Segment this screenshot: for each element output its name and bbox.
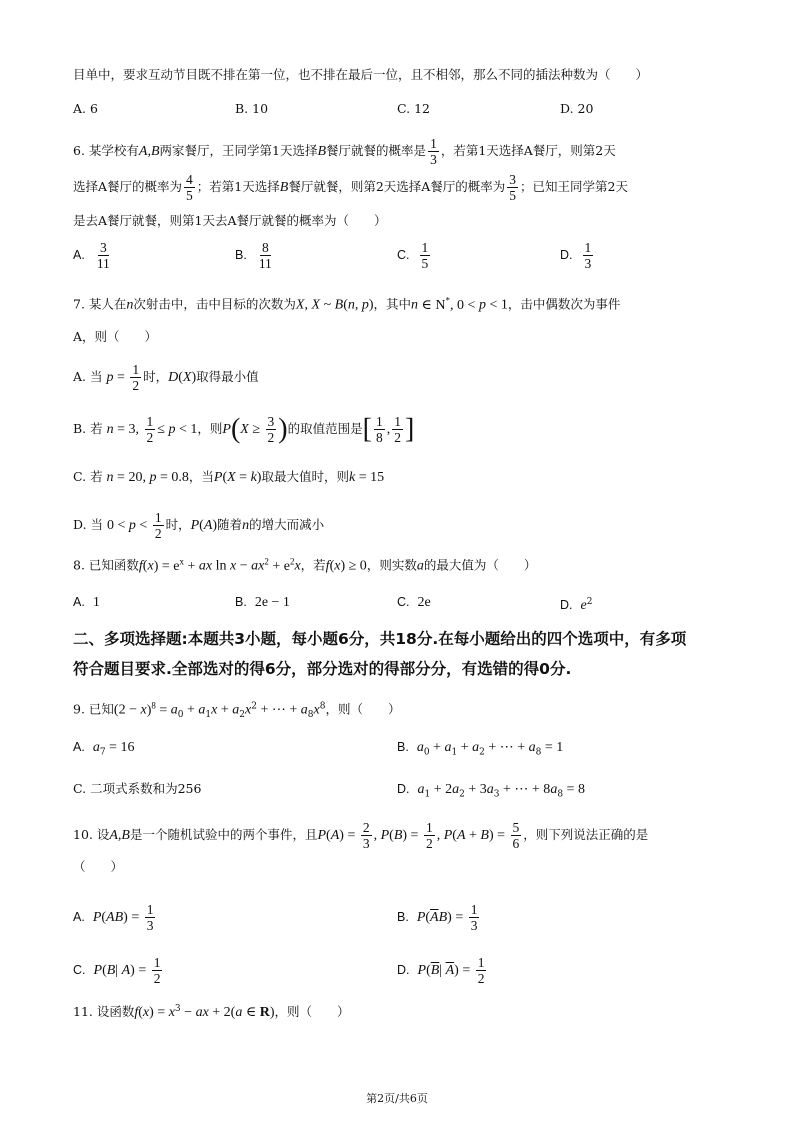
q6-option-d: D. $\frac{1}{3}$	[560, 240, 592, 271]
q7-option-b: B. 若 n = 3, $\frac{1}{2}$ ≤ p < 1，则P(X ≥ $\frac{3}{2}$ )的取值范围是[ $\frac{1}{8}$ , $\frac{1}{2}$ ]	[73, 413, 415, 445]
q6-line-3: 是去A餐厅就餐，则第1天去A餐厅就餐的概率为（ ）	[73, 213, 387, 228]
q5-option-a: A. 6	[73, 101, 98, 116]
q5-stem-tail: 目单中，要求互动节目既不排在第一位，也不排在最后一位，且不相邻，那么不同的插法种数为（ ）	[73, 67, 649, 82]
q6-line-1: 6. 某学校有A,B两家餐厅，王同学第1天选择B餐厅就餐的概率是 $\frac{1}{3}$ ，若第1天选择A餐厅，则第2天	[73, 136, 616, 167]
q9-option-a: A. $a_7 = 16$	[73, 740, 135, 758]
q10-option-a: A. P(AB) = $\frac{1}{3}$	[73, 902, 154, 933]
q8-option-d: D. $e^2$	[560, 597, 593, 614]
q9-option-b: B. $a_0 + a_1 + a_2$ + ⋯ + $a_8 = 1$	[397, 740, 564, 758]
q9-stem: 9. 已知$(2 - x)^8 = a_0 + a_1x + a_2x^2$ + ⋯ + $a_8x^8$，则（ ）	[73, 700, 401, 721]
q7-option-a: A. 当 p = $\frac{1}{2}$ 时，D(X)取得最小值	[73, 362, 259, 393]
q11-stem: 11. 设函数$f(x) = x^3$ − ax + 2(a ∈ R)，则（ ）	[73, 1004, 350, 1021]
q8-option-c: C. 2e	[397, 595, 431, 610]
section-2-heading-line-1: 二、多项选择题:本题共3小题，每小题6分，共18分.在每小题给出的四个选项中，有多项	[73, 630, 687, 648]
q6-option-c: C. $\frac{1}{5}$	[397, 240, 429, 271]
q7-option-c: C. 若 n = 20, p = 0.8，当P(X = k)取最大值时，则k = 15	[73, 469, 385, 485]
q10-stem-bracket: （ ）	[73, 859, 124, 874]
q7-line-1: 7. 某人在n次射击中，击中目标的次数为X, X ~ B(n, p)，其中n ∈ N*, 0 < p < 1，击中偶数次为事件	[73, 295, 621, 313]
q6-line-2: 选择A餐厅的概率为 $\frac{4}{5}$ ；若第1天选择B餐厅就餐，则第2天选择A餐厅的概率为 $\frac{3}{5}$ ；已知王同学第2天	[73, 172, 629, 203]
q10-option-d: D. $P(\overline{B}|$ $\overline{A}$) = $\frac{1}{2}$	[397, 955, 485, 986]
q8-stem: 8. 已知函数$f(x) = e^x$ + ax $\ln x - ax^2 + e^2x$，若f(x) ≥ 0，则实数a的最大值为（ ）	[73, 556, 537, 574]
q10-stem: 10. 设A,B是一个随机试验中的两个事件，且P(A) = $\frac{2}{3}$ , P(B) = $\frac{1}{2}$ , P(A + B) = $\frac{5}{6}$ ，则下列说法正确的是	[73, 820, 649, 851]
q8-option-b: B. 2e − 1	[235, 595, 290, 610]
section-2-heading-line-2: 符合题目要求.全部选对的得6分，部分选对的得部分分，有选错的得0分.	[73, 660, 572, 678]
page-footer: 第2页/共6页	[366, 1092, 428, 1105]
q5-option-d: D. 20	[560, 101, 594, 116]
q9-option-c: C. 二项式系数和为256	[73, 781, 202, 796]
q7-line-2: A，则（ ）	[73, 329, 158, 344]
q8-option-a: A. 1	[73, 595, 100, 610]
q9-option-d: D. $a_1 + 2a_2 + 3a_3$ + ⋯ + $8a_8 = 8$	[397, 782, 585, 800]
q6-option-a: A. $\frac{3}{11}$	[73, 240, 110, 271]
q7-option-d: D. 当 0 < p < $\frac{1}{2}$ 时，P(A)随着n的增大而减小	[73, 510, 325, 541]
q6-option-b: B. $\frac{8}{11}$	[235, 240, 272, 271]
q5-option-c: C. 12	[397, 101, 430, 116]
q5-option-b: B. 10	[235, 101, 269, 116]
q10-option-c: C. P(B| A) = $\frac{1}{2}$	[73, 955, 161, 986]
q10-option-b: B. $P(\overline{A}B)$ = $\frac{1}{3}$	[397, 902, 478, 933]
